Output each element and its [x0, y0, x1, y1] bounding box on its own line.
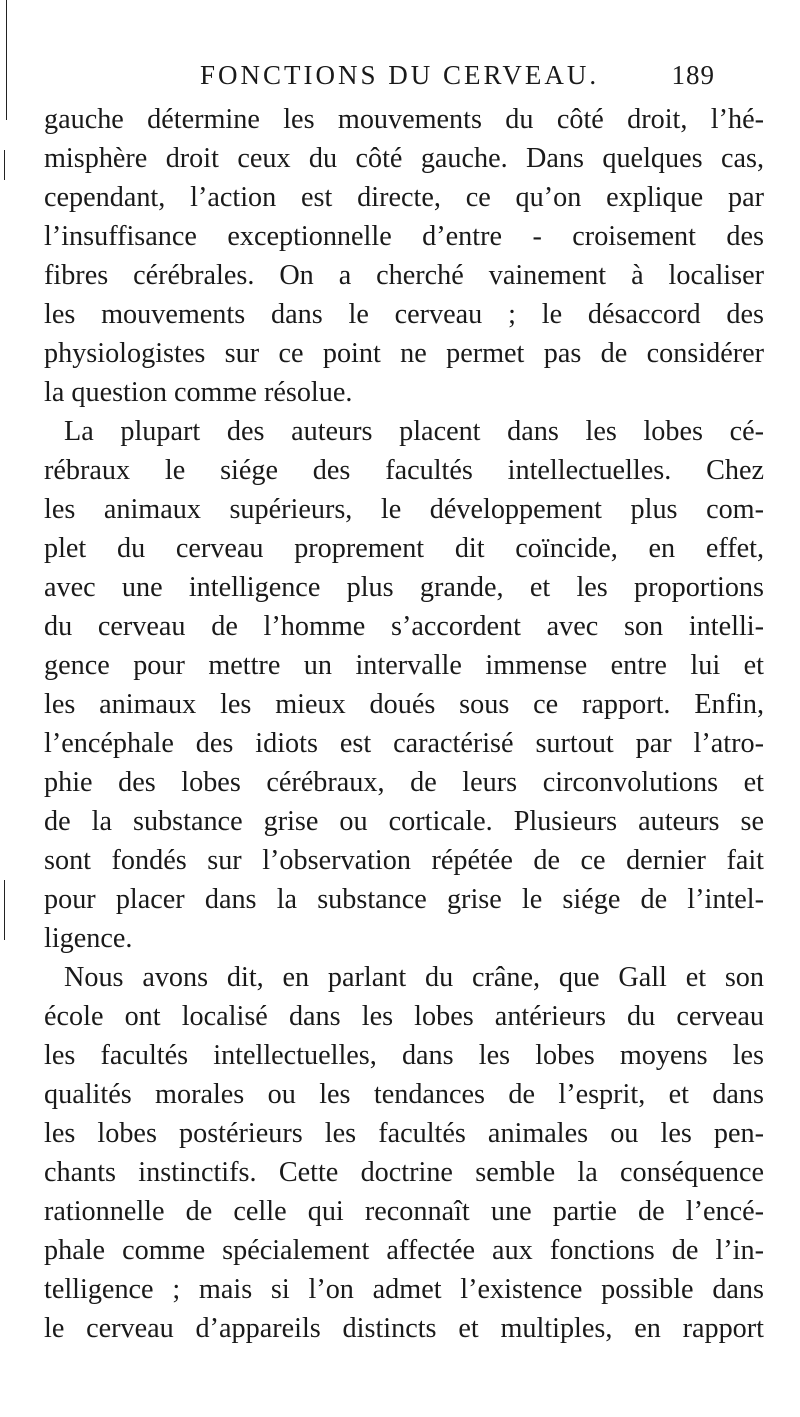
text-line: fibres cérébrales. On a cherché vainement à localiser	[44, 260, 764, 291]
text-line: l’encéphale des idiots est caractérisé surtout par l’atro-	[44, 728, 764, 759]
page-edge-rule	[4, 150, 5, 180]
text-line: pour placer dans la substance grise le siége de l’intel-	[44, 884, 764, 915]
text-line: chants instinctifs. Cette doctrine semble la conséquence	[44, 1157, 764, 1188]
text-line: qualités morales ou les tendances de l’esprit, et dans	[44, 1079, 764, 1110]
text-line: le cerveau d’appareils distincts et multiples, en rapport	[44, 1313, 764, 1344]
running-head	[200, 60, 715, 94]
text-line: plet du cerveau proprement dit coïncide, en effet,	[44, 533, 764, 564]
text-line: les animaux les mieux doués sous ce rapport. Enfin,	[44, 689, 764, 720]
text-line: misphère droit ceux du côté gauche. Dans quelques cas,	[44, 143, 764, 174]
text-line: la question comme résolue.	[44, 377, 353, 408]
text-line: rébraux le siége des facultés intellectuelles. Chez	[44, 455, 764, 486]
text-line: rationnelle de celle qui reconnaît une partie de l’encé-	[44, 1196, 764, 1227]
text-line: de la substance grise ou corticale. Plusieurs auteurs se	[44, 806, 764, 837]
text-line: ligence.	[44, 923, 133, 954]
text-line: l’insuffisance exceptionnelle d’entre - croisement des	[44, 221, 764, 252]
text-line: telligence ; mais si l’on admet l’existence possible dans	[44, 1274, 764, 1305]
text-line: les lobes postérieurs les facultés animales ou les pen-	[44, 1118, 764, 1149]
text-line: sont fondés sur l’observation répétée de ce dernier fait	[44, 845, 764, 876]
running-title: FONCTIONS DU CERVEAU.	[200, 60, 600, 90]
text-line: les facultés intellectuelles, dans les lobes moyens les	[44, 1040, 764, 1071]
text-line: gauche détermine les mouvements du côté droit, l’hé-	[44, 104, 764, 135]
text-line: école ont localisé dans les lobes antérieurs du cerveau	[44, 1001, 764, 1032]
text-line: cependant, l’action est directe, ce qu’on explique par	[44, 182, 764, 213]
page-number: 189	[671, 60, 715, 90]
text-line: gence pour mettre un intervalle immense entre lui et	[44, 650, 764, 681]
text-line: phale comme spécialement affectée aux fonctions de l’in-	[44, 1235, 764, 1266]
text-line: les animaux supérieurs, le développement plus com-	[44, 494, 764, 525]
text-line: du cerveau de l’homme s’accordent avec son intelli-	[44, 611, 764, 642]
body-text	[44, 100, 764, 1348]
page-edge-rule	[6, 0, 7, 120]
text-line: phie des lobes cérébraux, de leurs circonvolutions et	[44, 767, 764, 798]
page-edge-rules	[0, 0, 10, 1417]
text-line: La plupart des auteurs placent dans les lobes cé-	[64, 416, 764, 447]
text-line: physiologistes sur ce point ne permet pas de considérer	[44, 338, 764, 369]
text-line: Nous avons dit, en parlant du crâne, que Gall et son	[64, 962, 764, 993]
text-line: les mouvements dans le cerveau ; le désaccord des	[44, 299, 764, 330]
page-edge-rule	[4, 880, 5, 940]
text-line: avec une intelligence plus grande, et les proportions	[44, 572, 764, 603]
